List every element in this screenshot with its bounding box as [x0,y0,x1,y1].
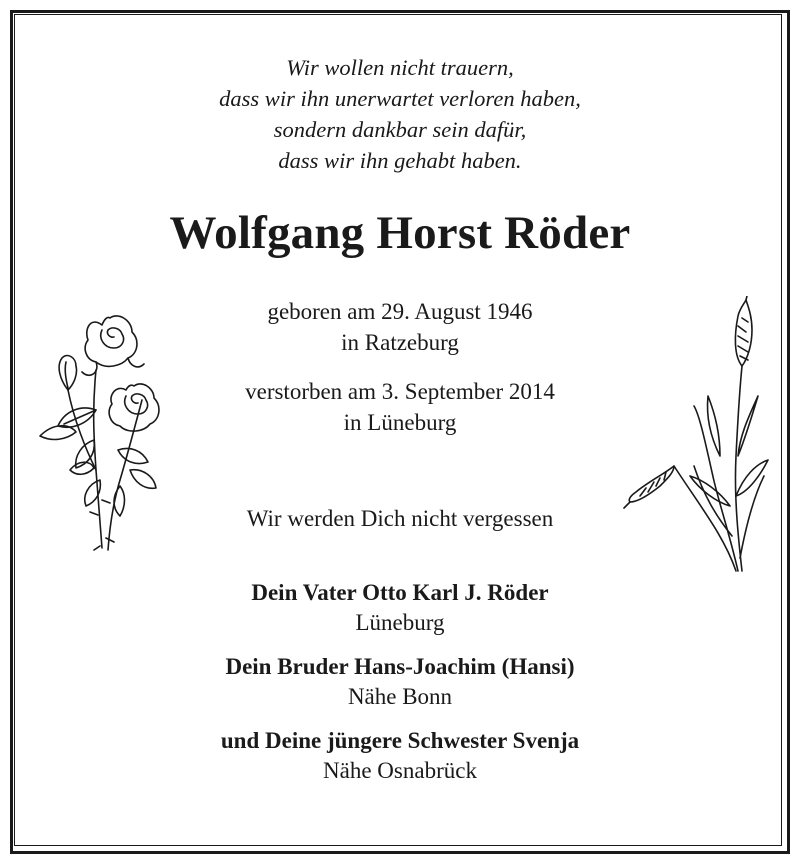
poem [0,52,800,176]
mourner-place: Nähe Osnabrück [323,758,477,783]
mourner-place: Nähe Bonn [347,684,453,709]
remembrance-line: Wir werden Dich nicht vergessen [246,506,554,531]
deceased-name: Wolfgang Horst Röder [169,207,631,259]
mourner-father [0,578,800,638]
birth-place: in Ratzeburg [341,330,459,355]
mourner-name: Dein Bruder Hans-Joachim (Hansi) [225,654,575,679]
wheat-icon [620,296,770,581]
death-place: in Lüneburg [343,410,457,435]
mourner-name: und Deine jüngere Schwester Svenja [220,728,580,753]
poem-line-1: Wir wollen nicht trauern, [286,55,514,80]
poem-line-3: sondern dankbar sein dafür, [273,117,527,142]
mourner-brother [0,652,800,712]
mourner-place: Lüneburg [355,610,445,635]
mourner-name: Dein Vater Otto Karl J. Röder [251,580,549,605]
poem-line-4: dass wir ihn gehabt haben. [278,148,522,173]
roses-icon [30,300,180,560]
death-date: verstorben am 3. September 2014 [245,379,555,404]
birth-date: geboren am 29. August 1946 [267,299,533,324]
mourner-sister [0,726,800,786]
poem-line-2: dass wir ihn unerwartet verloren haben, [219,86,581,111]
